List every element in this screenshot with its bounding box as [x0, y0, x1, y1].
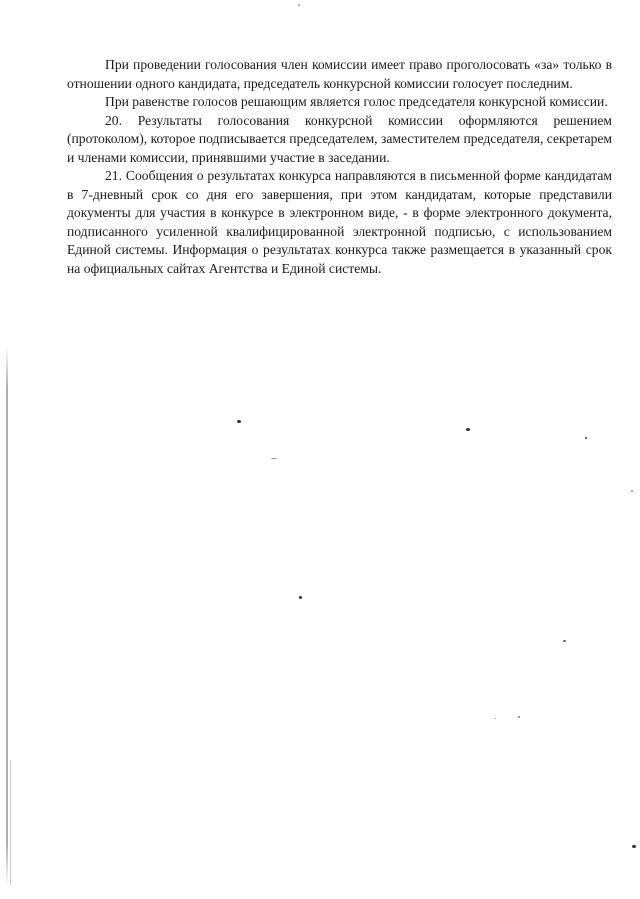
scan-speck	[631, 490, 633, 492]
scan-speck	[563, 640, 566, 642]
scan-speck	[237, 420, 241, 423]
scan-speck	[632, 845, 636, 848]
paragraph-item-21: 21. Сообщения о результатах конкурса направляются в письменной форме кандидатам в 7-дневный срок со дня его завершения, при этом кандидатам, которые представили документы для участия в конкурсе в электронном виде, - в форме электронного документа, подписанного усиленной квалифицированной электронной подписью, с использованием Единой системы. Информация о результатах конкурса также размещается в указанный срок на официальных сайтах Агентства и Единой системы.	[67, 168, 612, 276]
scan-edge-line	[10, 760, 11, 885]
scan-speck	[494, 718, 496, 719]
document-body	[67, 56, 612, 278]
scan-speck	[298, 4, 300, 6]
scan-speck	[585, 437, 587, 439]
scan-speck	[518, 716, 520, 718]
paragraph-voting-rules: При проведении голосования член комиссии имеет право проголосовать «за» только в отношении одного кандидата, председатель конкурсной комиссии голосует последним.	[67, 57, 612, 91]
scan-speck	[299, 596, 302, 599]
paragraph-tie-vote: При равенстве голосов решающим является голос председателя конкурсной комиссии.	[105, 94, 608, 109]
scan-speck	[271, 458, 277, 459]
paragraph-item-20: 20. Результаты голосования конкурсной комиссии оформляются решением (протоколом), которое подписывается председателем, заместителем председателя, секретарем и членами комиссии, принявшими участие в заседании.	[67, 112, 612, 165]
scan-edge-line	[6, 346, 8, 886]
scan-speck	[466, 428, 470, 431]
